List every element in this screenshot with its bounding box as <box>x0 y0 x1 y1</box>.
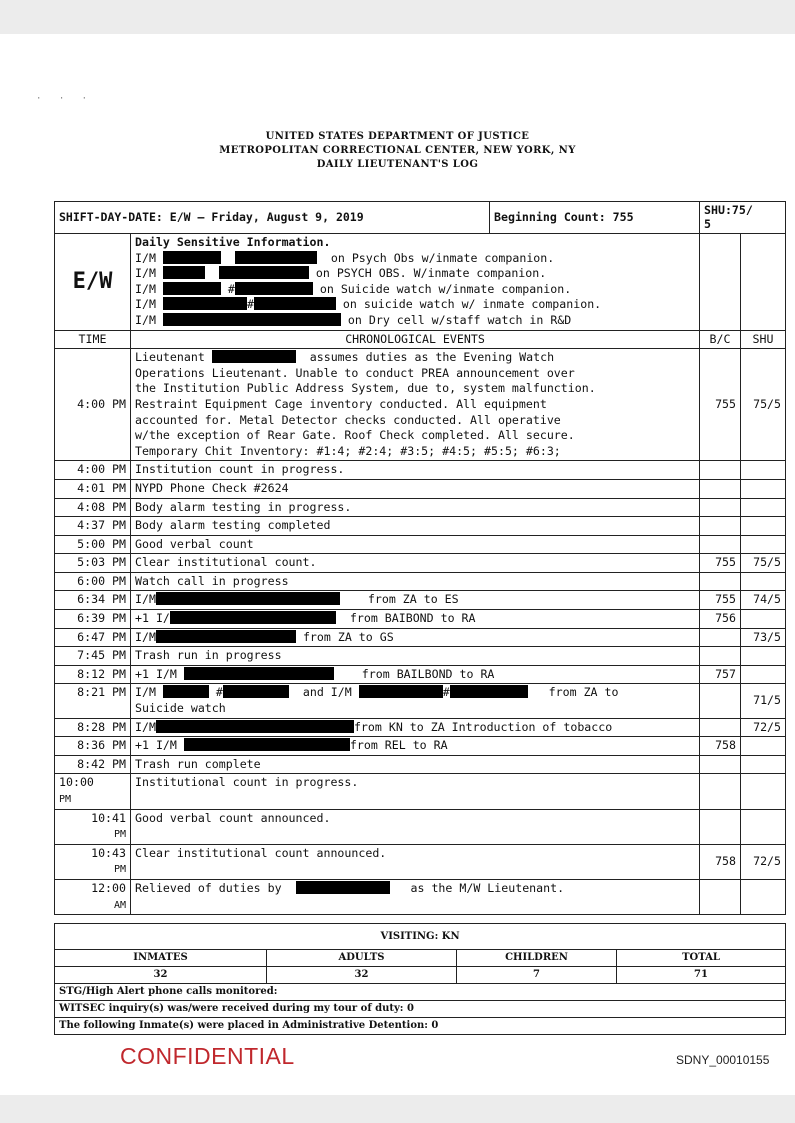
log-entry: 8:42 PM Trash run complete <box>55 755 786 774</box>
col-shu: SHU <box>741 330 786 349</box>
redaction <box>235 282 313 295</box>
log-entry: 4:01 PM NYPD Phone Check #2624 <box>55 479 786 498</box>
log-entry: 6:47 PM I/M from ZA to GS 73/5 <box>55 628 786 647</box>
redaction <box>450 685 528 698</box>
scan-bottom-margin <box>0 1095 795 1123</box>
log-entry: 4:00 PM Institution count in progress. <box>55 461 786 480</box>
redaction <box>163 251 221 264</box>
header-line-3: DAILY LIEUTENANT'S LOG <box>316 159 479 170</box>
redaction <box>212 350 296 363</box>
redaction <box>254 297 336 310</box>
redaction <box>163 266 205 279</box>
shift-date: SHIFT-DAY-DATE: E/W – Friday, August 9, 2019 <box>55 202 490 234</box>
sensitive-info: Daily Sensitive Information. I/M on Psych Obs w/inmate companion. I/M on PSYCH OBS. W/inmate companion. I/M # on Suicide watch w/inmate companion. I/M # on suicide watch w/ inmate companion. I/M on Dry cell w/staff watch in R&D <box>131 234 700 331</box>
log-entry: 7:45 PM Trash run in progress <box>55 647 786 666</box>
log-entry: 10:41 PM Good verbal count announced. <box>55 809 786 844</box>
confidential-stamp: CONFIDENTIAL <box>120 1043 295 1069</box>
log-entry: 4:00 PM Lieutenant assumes duties as the Evening Watch Operations Lieutenant. Unable to conduct PREA announcement over the Institution Public Address System, due to, system malfunction. Restraint Equipment Cage inventory conducted. All equipment accounted for. Metal Detector checks conducted. All operative w/the exception of Rear Gate. Roof Check completed. All secure. Temporary Chit Inventory: #1:4; #2:4; #3:5; #4:5; #5:5; #6:3; 755 75/5 <box>55 349 786 461</box>
redaction <box>156 720 354 733</box>
log-entry: 6:34 PM I/M from ZA to ES 755 74/5 <box>55 591 786 610</box>
log-entry: 8:36 PM +1 I/M from REL to RA 758 <box>55 737 786 756</box>
log-entry: 4:08 PM Body alarm testing in progress. <box>55 498 786 517</box>
log-entry: 8:21 PM I/M # and I/M # from ZA to Suicide watch 71/5 <box>55 684 786 718</box>
redaction <box>163 685 209 698</box>
witsec-line: WITSEC inquiry(s) was/were received during my tour of duty: 0 <box>55 1001 786 1018</box>
visiting-table: VISITING: KN INMATES ADULTS CHILDREN TOTAL 32 32 7 71 STG/High Alert phone calls monitored: WITSEC inquiry(s) was/were received during my tour of duty: 0 The following Inmate(s) were placed in Administrative Detention: 0 <box>54 923 786 1035</box>
col-bc: B/C <box>700 330 741 349</box>
redaction <box>163 282 221 295</box>
scan-top-margin <box>0 0 795 34</box>
redaction <box>184 738 350 751</box>
shu-count: SHU:75/ 5 <box>700 202 786 234</box>
log-entry: 6:00 PM Watch call in progress <box>55 572 786 591</box>
admin-detention-line: The following Inmate(s) were placed in Administrative Detention: 0 <box>55 1018 786 1035</box>
col-time: TIME <box>55 330 131 349</box>
col-events: CHRONOLOGICAL EVENTS <box>131 330 700 349</box>
stg-line: STG/High Alert phone calls monitored: <box>55 984 786 1001</box>
log-entry: 10:43 PM Clear institutional count announced. 758 72/5 <box>55 844 786 879</box>
redaction <box>184 667 334 680</box>
document-header <box>0 130 795 172</box>
log-table <box>54 201 786 915</box>
bates-number: SDNY_00010155 <box>676 1053 770 1067</box>
log-entry: 8:12 PM +1 I/M from BAILBOND to RA 757 <box>55 665 786 684</box>
redaction <box>163 313 341 326</box>
sensitive-heading: Daily Sensitive Information. <box>135 235 331 249</box>
redaction <box>163 297 247 310</box>
redaction <box>359 685 443 698</box>
log-entry: 10:00 PM Institutional count in progress. <box>55 774 786 809</box>
log-entry: 8:28 PM I/M from KN to ZA Introduction of tobacco 72/5 <box>55 718 786 737</box>
redaction <box>223 685 289 698</box>
beginning-count: Beginning Count: 755 <box>490 202 700 234</box>
header-line-2: METROPOLITAN CORRECTIONAL CENTER, NEW YORK, NY <box>219 145 576 156</box>
header-line-1: UNITED STATES DEPARTMENT OF JUSTICE <box>265 131 530 142</box>
watch-code: E/W <box>55 234 131 331</box>
log-entry: 5:00 PM Good verbal count <box>55 535 786 554</box>
scan-specks: · · · <box>36 94 94 104</box>
log-entry: 5:03 PM Clear institutional count. 755 75/5 <box>55 554 786 573</box>
redaction <box>156 630 296 643</box>
redaction <box>156 592 340 605</box>
redaction <box>170 611 336 624</box>
redaction <box>219 266 309 279</box>
log-entry: 6:39 PM +1 I/ from BAIBOND to RA 756 <box>55 610 786 629</box>
log-entry: 12:00 AM Relieved of duties by as the M/W Lieutenant. <box>55 879 786 914</box>
visiting-title: VISITING: KN <box>55 924 786 950</box>
log-entry: 4:37 PM Body alarm testing completed <box>55 517 786 536</box>
redaction <box>235 251 317 264</box>
redaction <box>296 881 390 894</box>
